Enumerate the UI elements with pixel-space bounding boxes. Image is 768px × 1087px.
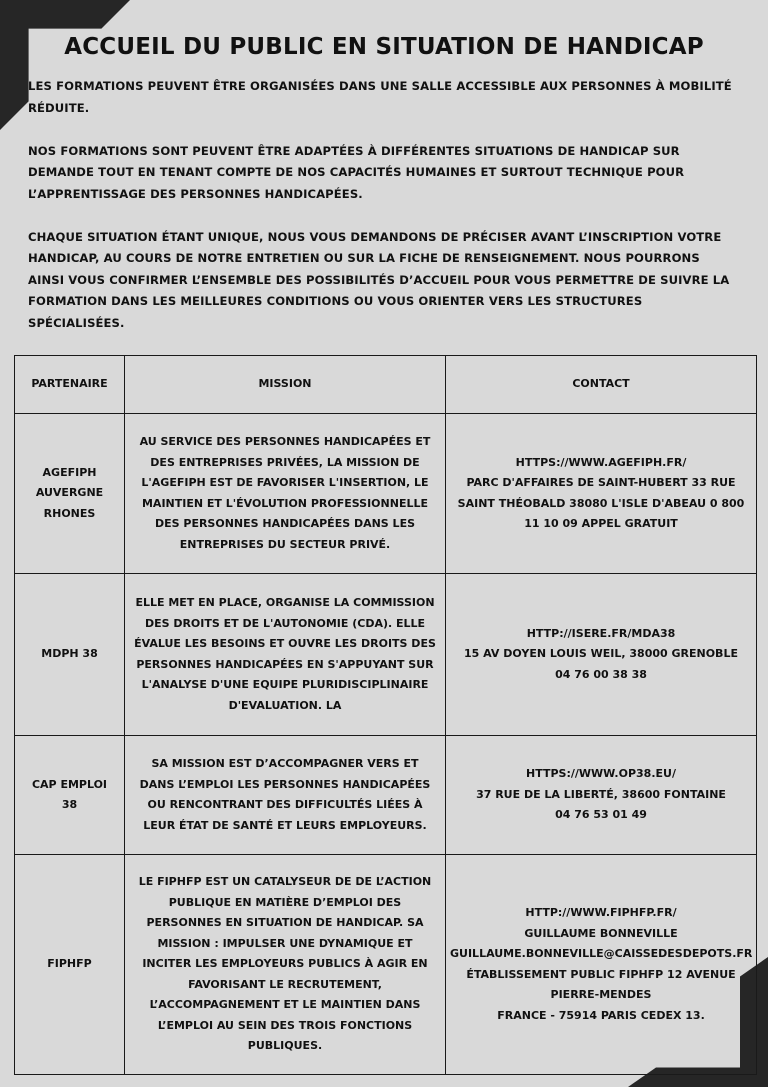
page-title: ACCUEIL DU PUBLIC EN SITUATION DE HANDICAP [64,34,704,60]
mission-text: AU SERVICE DES PERSONNES HANDICAPÉES ET DES ENTREPRISES PRIVÉES, LA MISSION DE L'AGEFIPH EST DE FAVORISER L'INSERTION, LE MAINTIEN ET L'ÉVOLUTION PROFESSIONNELLE DES PERSONNES HANDICAPÉES DANS LES ENTREPRISES DU SECTEUR PRIVÉ. [139,435,431,551]
partner-cell [15,414,125,574]
contact-address: 15 AV DOYEN LOUIS WEIL, 38000 GRENOBLE [464,647,738,661]
contact-address-city: FRANCE - 75914 PARIS CEDEX 13. [497,1008,705,1022]
partner-name: FIPHFP [47,957,92,971]
partner-cell [15,855,125,1075]
table-row [15,736,757,855]
contact-cell [446,574,757,736]
mission-text: ELLE MET EN PLACE, ORGANISE LA COMMISSION DES DROITS ET DE L'AUTONOMIE (CDA). ELLE ÉVALUE LES BESOINS ET OUVRE LES DROITS DES PERSONNES HANDICAPÉES EN S'APPUYANT SUR L'ANALYSE D'UNE EQUIPE PLURIDISCIPLINAIRE D'EVALUATION. LA [134,596,436,712]
mission-cell [125,414,446,574]
table-row [15,574,757,736]
mission-text: LE FIPHFP EST UN CATALYSEUR DE DE L’ACTION PUBLIQUE EN MATIÈRE D’EMPLOI DES PERSONNES EN SITUATION DE HANDICAP. SA MISSION : IMPULSER UNE DYNAMIQUE ET INCITER LES EMPLOYEURS PUBLICS À AGIR EN FAVORISANT LE RECRUTEMENT, L’ACCOMPAGNEMENT ET LE MAINTIEN DANS L’EMPLOI AU SEIN DES TROIS FONCTIONS PUBLIQUES. [138,875,432,1053]
intro-paragraph: CHAQUE SITUATION ÉTANT UNIQUE, NOUS VOUS DEMANDONS DE PRÉCISER AVANT L’INSCRIPTION VOTRE HANDICAP, AU COURS DE NOTRE ENTRETIEN OU SUR LA FICHE DE RENSEIGNEMENT. NOUS POURRONS AINSI VOUS CONFIRMER L’ENSEMBLE DES POSSIBILITÉS D’ACCUEIL POUR VOUS PERMETTRE DE SUIVRE LA FORMATION DANS LES MEILLEURES CONDITIONS OU VOUS ORIENTER VERS LES STRUCTURES SPÉCIALISÉES. [28,229,730,330]
contact-address: PARC D'AFFAIRES DE SAINT-HUBERT 33 RUE SAINT THÉOBALD 38080 L'ISLE D'ABEAU 0 800 11 10 09 APPEL GRATUIT [457,476,745,530]
contact-email[interactable]: GUILLAUME.BONNEVILLE@CAISSEDESDEPOTS.FR [450,947,753,960]
mission-cell [125,736,446,855]
contact-phone: 04 76 00 38 38 [555,667,647,681]
column-header-partner: PARTENAIRE [15,356,125,414]
mission-text: SA MISSION EST D’ACCOMPAGNER VERS ET DANS L’EMPLOI LES PERSONNES HANDICAPÉES OU RENCONTRANT DES DIFFICULTÉS LIÉES À LEUR ÉTAT DE SANTÉ ET LEURS EMPLOYEURS. [139,757,431,832]
contact-address: 37 RUE DE LA LIBERTÉ, 38600 FONTAINE [476,787,726,801]
table-row [15,855,757,1075]
column-header-mission: MISSION [125,356,446,414]
mission-cell [125,855,446,1075]
contact-website[interactable]: HTTP://WWW.FIPHFP.FR/ [525,906,677,919]
contact-website[interactable]: HTTP://ISERE.FR/MDA38 [526,626,676,640]
table-header-row [15,356,757,414]
contact-website[interactable]: HTTPS://WWW.AGEFIPH.FR/ [515,455,687,469]
partner-name: AGEFIPH AUVERGNE RHONES [35,465,104,520]
contact-cell [446,855,757,1075]
partner-name: CAP EMPLOI 38 [31,777,108,811]
column-header-contact: CONTACT [446,356,757,414]
contact-address: ÉTABLISSEMENT PUBLIC FIPHFP 12 AVENUE PIERRE-MENDES [466,967,736,1001]
intro-paragraph: LES FORMATIONS PEUVENT ÊTRE ORGANISÉES DANS UNE SALLE ACCESSIBLE AUX PERSONNES À MOBILITÉ RÉDUITE. [28,79,732,115]
contact-cell [446,736,757,855]
mission-cell [125,574,446,736]
partner-cell [15,574,125,736]
table-row [15,414,757,574]
partners-table [14,355,757,1075]
contact-person: GUILLAUME BONNEVILLE [524,926,678,940]
partner-name: MDPH 38 [41,647,98,661]
contact-cell [446,414,757,574]
intro-paragraph: NOS FORMATIONS SONT PEUVENT ÊTRE ADAPTÉES À DIFFÉRENTES SITUATIONS DE HANDICAP SUR DEMANDE TOUT EN TENANT COMPTE DE NOS CAPACITÉS HUMAINES ET SURTOUT TECHNIQUE POUR L’APPRENTISSAGE DES PERSONNES HANDICAPÉES. [28,143,685,201]
intro-text [28,76,740,356]
contact-phone: 04 76 53 01 49 [555,808,647,822]
contact-website[interactable]: HTTPS://WWW.OP38.EU/ [526,767,676,781]
partner-cell [15,736,125,855]
